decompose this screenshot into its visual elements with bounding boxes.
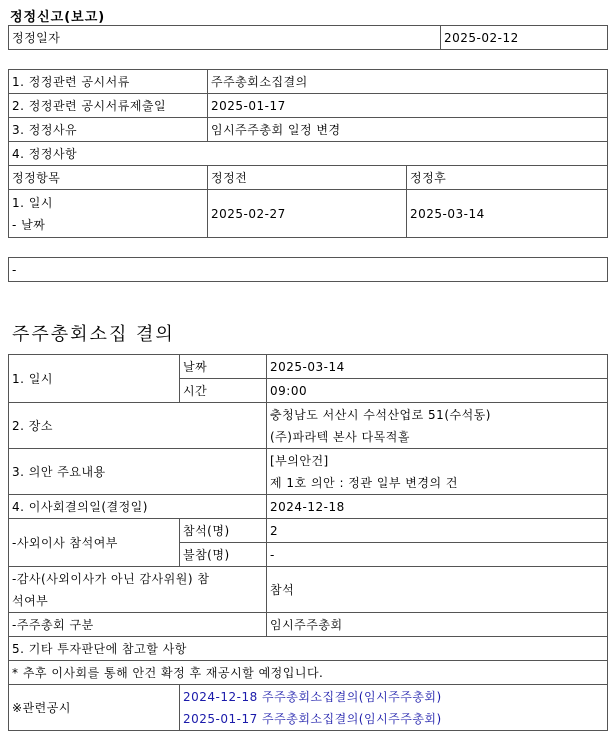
correction-date-label: 정정일자 xyxy=(9,26,441,50)
other-note: * 추후 이사회를 통해 안건 확정 후 재공시할 예정입니다. xyxy=(9,661,608,685)
correction-item-line: - 날짜 xyxy=(12,217,46,232)
col-header-after: 정정후 xyxy=(407,166,608,190)
correction-row-label: 3. 정정사유 xyxy=(9,118,208,142)
correction-detail-table xyxy=(8,69,608,238)
audit-label-line: 석여부 xyxy=(12,593,49,608)
correction-note-table xyxy=(8,257,608,282)
after-value: 2025-03-14 xyxy=(407,190,608,238)
correction-item-cell xyxy=(9,190,208,238)
related-label: ※관련공시 xyxy=(9,685,180,731)
meeting-time-value: 09:00 xyxy=(267,379,608,403)
agenda-line: [부의안건] xyxy=(270,453,329,468)
audit-value: 참석 xyxy=(267,567,608,613)
correction-note: - xyxy=(9,258,608,282)
datetime-label: 1. 일시 xyxy=(9,355,180,403)
correction-row-value: 임시주주총회 일정 변경 xyxy=(208,118,608,142)
board-date-value: 2024-12-18 xyxy=(267,495,608,519)
meeting-table xyxy=(8,354,608,731)
agenda-label: 3. 의안 주요내용 xyxy=(9,449,267,495)
col-header-before: 정정전 xyxy=(208,166,407,190)
related-link[interactable]: 2024-12-18 주주총회소집결의(임시주주총회) xyxy=(183,689,442,704)
correction-row-value: 주주총회소집결의 xyxy=(208,70,608,94)
correction-row-label: 2. 정정관련 공시서류제출일 xyxy=(9,94,208,118)
board-date-label: 4. 이사회결의일(결정일) xyxy=(9,495,267,519)
meeting-type-label: -주주총회 구분 xyxy=(9,613,267,637)
correction-date-table xyxy=(8,25,608,50)
correction-item-line: 1. 일시 xyxy=(12,195,53,210)
place-line: 충청남도 서산시 수석산업로 51(수석동) xyxy=(270,407,491,422)
meeting-type-value: 임시주주총회 xyxy=(267,613,608,637)
meeting-date-value: 2025-03-14 xyxy=(267,355,608,379)
col-header-item: 정정항목 xyxy=(9,166,208,190)
audit-label xyxy=(9,567,267,613)
present-sub-label: 참석(명) xyxy=(180,519,267,543)
related-links xyxy=(180,685,608,731)
place-label: 2. 장소 xyxy=(9,403,267,449)
date-sub-label: 날짜 xyxy=(180,355,267,379)
agenda-value xyxy=(267,449,608,495)
related-link[interactable]: 2025-01-17 주주총회소집결의(임시주주총회) xyxy=(183,711,442,726)
correction-date-value: 2025-02-12 xyxy=(441,26,608,50)
correction-items-label: 4. 정정사항 xyxy=(9,142,608,166)
absent-value: - xyxy=(267,543,608,567)
absent-sub-label: 불참(명) xyxy=(180,543,267,567)
place-value xyxy=(267,403,608,449)
correction-row-label: 1. 정정관련 공시서류 xyxy=(9,70,208,94)
before-value: 2025-02-27 xyxy=(208,190,407,238)
correction-section-title: 정정신고(보고) xyxy=(10,10,106,25)
place-line: (주)파라텍 본사 다목적홀 xyxy=(270,429,410,444)
time-sub-label: 시간 xyxy=(180,379,267,403)
audit-label-line: -감사(사외이사가 아닌 감사위원) 참 xyxy=(12,571,210,586)
meeting-title: 주주총회소집 결의 xyxy=(12,324,175,345)
outside-director-label: -사외이사 참석여부 xyxy=(9,519,180,567)
other-label: 5. 기타 투자판단에 참고할 사항 xyxy=(9,637,608,661)
present-value: 2 xyxy=(267,519,608,543)
correction-row-value: 2025-01-17 xyxy=(208,94,608,118)
agenda-line: 제 1호 의안 : 정관 일부 변경의 건 xyxy=(270,475,458,490)
